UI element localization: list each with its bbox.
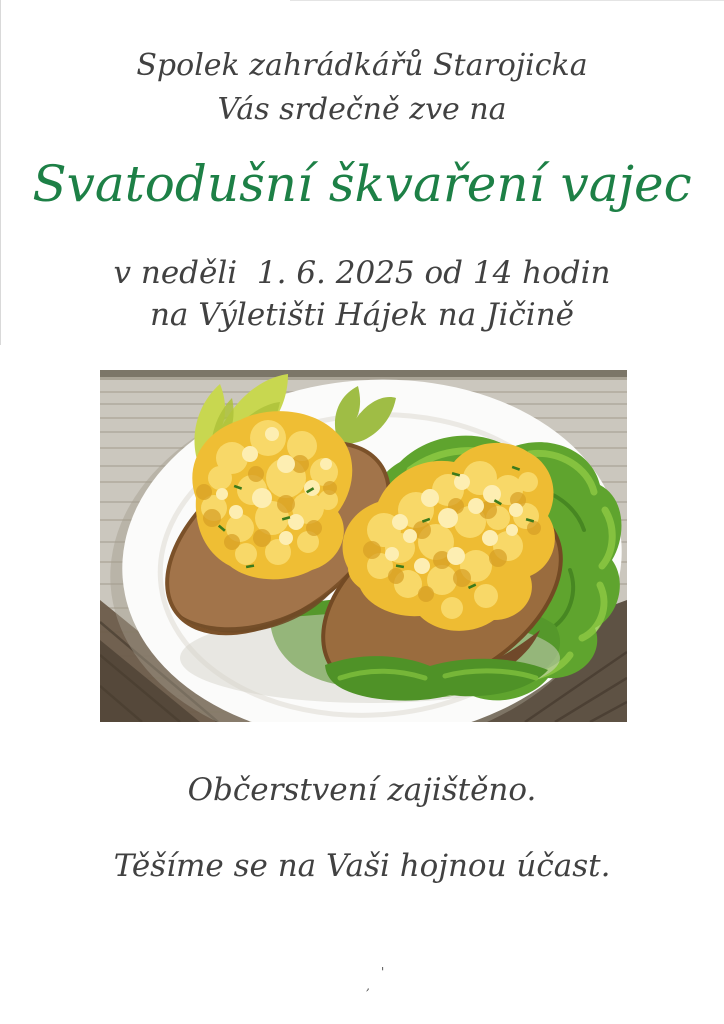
- scan-speck-1: ': [381, 965, 385, 979]
- event-date-line: v neděli 1. 6. 2025 od 14 hodin: [113, 255, 611, 291]
- food-photo: [100, 370, 627, 722]
- invite-line: Vás srdečně zve na: [217, 92, 507, 127]
- event-place-line: na Výletišti Hájek na Jičině: [149, 297, 575, 333]
- closing-line: Těšíme se na Vaši hojnou účast.: [113, 848, 611, 884]
- refreshments-line: Občerstvení zajištěno.: [187, 772, 537, 808]
- scan-edge-artifact-top: [290, 0, 724, 1]
- org-name-line: Spolek zahrádkářů Starojicka: [136, 48, 588, 83]
- scan-speck-2: ,: [366, 979, 370, 993]
- scrambled-eggs-left: [192, 411, 352, 579]
- event-title: Svatodušní škvaření vajec: [32, 155, 692, 213]
